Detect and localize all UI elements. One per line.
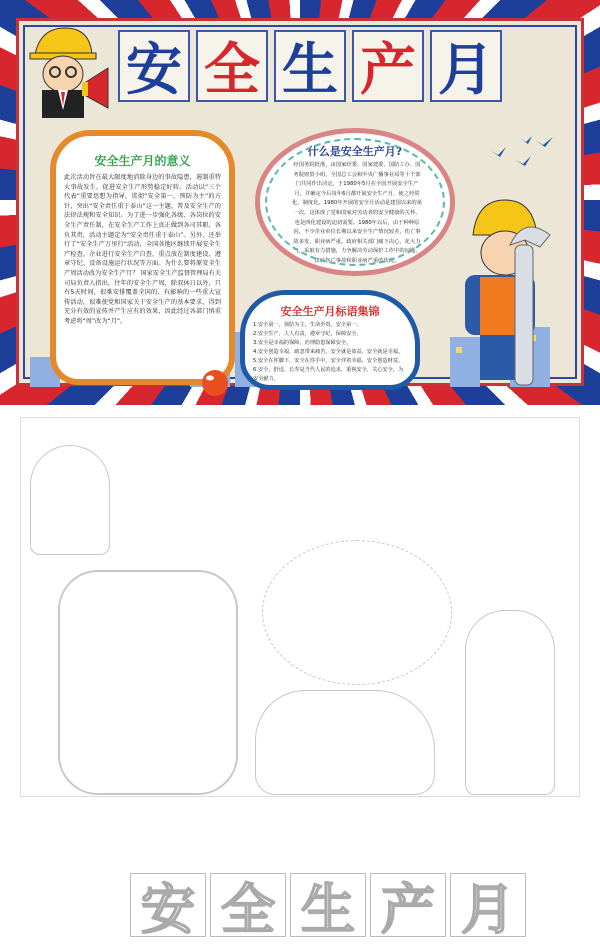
coloring-outline-poster (0, 405, 600, 941)
outline-title-char: 全 (210, 873, 286, 937)
meaning-heading: 安全生产月的意义 (94, 154, 191, 168)
meaning-panel (50, 130, 235, 385)
what-is-speech-bubble (255, 128, 455, 276)
slogan-item: 3.安全是幸福的保障，治理隐患保障安全。 (253, 340, 352, 346)
what-is-body: 经国务院批准，由国家经委、国家建委、国防工办、国务院财贸小组、全国总工会和中央广播事业局等十个部门共同作出决定，于1980年5月在全国开展安全生产月，并确定今后每年6月都开展安全生产月，使之经常化、制度化。1980年开展的安全月活动是建国以来的第一次，这体现了党和国家对劳动者的安全健康的关怀，也是四化建设的迫切需要。1980年以后，由于种种原因，不少企业单位长期以来安全生产情况较差，伤亡事故多发，职业病严重。政府相关部门痛下决心，花大力气，采取有力措施，力争解决劳动保护工作中的问题，扭转伤亡事故和职业病严重的状况。 (292, 162, 423, 264)
balloon-icon (200, 368, 230, 398)
outline-worker-megaphone (30, 445, 110, 555)
outline-title-char: 安 (130, 873, 206, 937)
outline-meaning-frame (58, 570, 238, 795)
page-title (118, 30, 502, 102)
slogan-item: 5.安全在你脚下，安全在你手中，安全伴着幸福，安全创造财富。 (253, 358, 404, 364)
title-char: 安 (118, 30, 190, 102)
slogan-item: 4.安全创造幸福，疏忽带来痛苦，安全就是效益，安全就是幸福。 (253, 349, 404, 355)
title-char: 生 (274, 30, 346, 102)
outline-title-char: 生 (290, 873, 366, 937)
outline-worker-wrench (465, 610, 555, 795)
outline-speech-bubble (262, 540, 452, 685)
title-char: 月 (430, 30, 502, 102)
slogans-heading: 安全生产月标语集锦 (280, 305, 380, 318)
title-char: 全 (196, 30, 268, 102)
title-char: 产 (352, 30, 424, 102)
outline-title-char: 产 (370, 873, 446, 937)
slogans-cloud (240, 290, 420, 390)
outline-title (130, 873, 526, 941)
slogan-item: 1.安全第一，预防为主，生命至贵，安全第一。 (253, 322, 362, 328)
meaning-body: 此次活动旨在最大限度地消除身边的事故隐患，遏制重特大事故发生，促进安全生产形势稳定好转。活动以“三个代表”重要思想为指导，贯彻“安全第一，预防为主”的方针，突出“安全责任重于泰山”这一主题，普及安全生产的法律法规和安全知识。为了进一步强化各级、各岗位的安全生产责任制，在安全生产工作上真正做到各司其职、各负其责，活动主题定为“安全责任重于泰山”。另外，还举行了“安全生产万里行”活动，全国各地区继续开展安全生产检查，企业进行安全生产自查，重点放在制度建设、遵章守纪、设备设施运行状况等方面。为什么要将原安全生产周活动改为安全生产月？ 国家安全生产监督管理局有关司局负责人指出，往年的安全生产周，除双休日以外，只有5天时间，很难安排覆盖全国的、有影响的一些重大宣传活动，很难使党和国家关于安全生产的基本要求，得到充分有效的宣传并产生应有的效果，因此经过各部门慎重考虑将“周”改为“月”。 (64, 174, 221, 325)
slogan-item: 2.安全生产，人人有责，遵章守纪，保障安全。 (253, 331, 362, 337)
what-is-heading: 什么是安全生产月? (307, 145, 403, 158)
outline-cloud (255, 690, 435, 795)
color-poster (0, 0, 600, 405)
worker-with-wrench-illustration (455, 185, 555, 390)
slogan-item: 6.安全、舒适、长寿是当代人民的追求，重视安全，关心安全，为安全献力。 (253, 367, 404, 382)
worker-with-megaphone-illustration (20, 20, 110, 120)
birds-icon (480, 130, 560, 175)
outline-title-char: 月 (450, 873, 526, 937)
slogans-list (245, 319, 415, 386)
